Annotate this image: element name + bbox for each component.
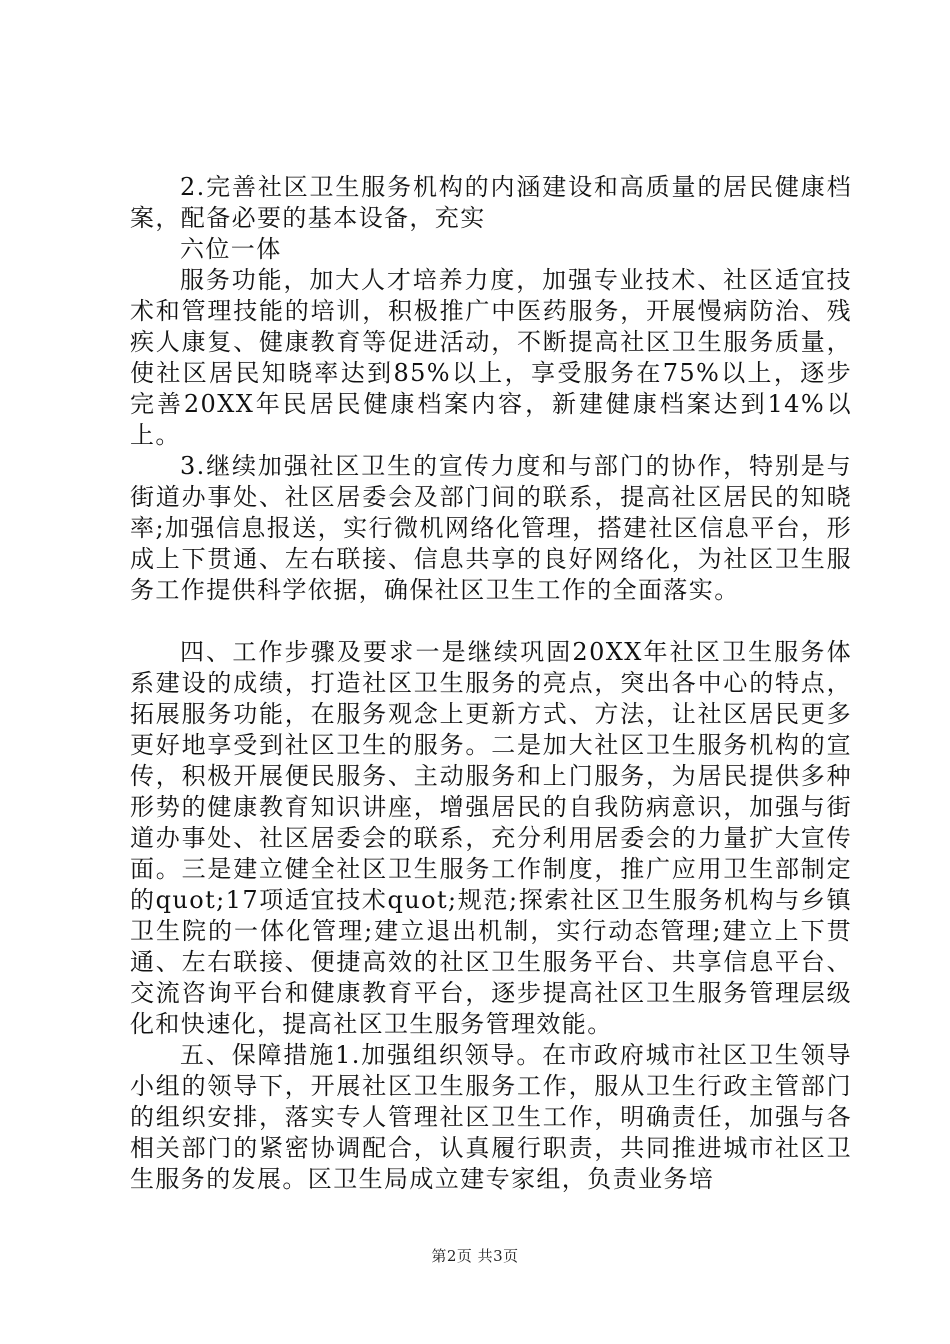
- paragraph-6: 五、保障措施1.加强组织领导。在市政府城市社区卫生领导小组的领导下，开展社区卫生服务工作，服从卫生行政主管部门的组织安排，落实专人管理社区卫生工作，明确责任，加强与各相关部门的紧密协调配合，认真履行职责，共同推进城市社区卫生服务的发展。区卫生局成立建专家组，负责业务培: [130, 1041, 852, 1193]
- document-body: [130, 172, 852, 1195]
- paragraph-3: 服务功能，加大人才培养力度，加强专业技术、社区适宜技术和管理技能的培训，积极推广中医药服务，开展慢病防治、残疾人康复、健康教育等促进活动，不断提高社区卫生服务质量，使社区居民知晓率达到85%以上，享受服务在75%以上，逐步完善20XX年民居民健康档案内容，新建健康档案达到14%以上。: [130, 266, 852, 449]
- page-footer: 第2页 共3页: [431, 1247, 519, 1265]
- paragraph-2: 六位一体: [180, 235, 282, 263]
- paragraph-5: 四、工作步骤及要求一是继续巩固20XX年社区卫生服务体系建设的成绩，打造社区卫生服务的亮点，突出各中心的特点，拓展服务功能，在服务观念上更新方式、方法，让社区居民更多更好地享受到社区卫生的服务。二是加大社区卫生服务机构的宣传，积极开展便民服务、主动服务和上门服务，为居民提供多种形势的健康教育知识讲座，增强居民的自我防病意识，加强与街道办事处、社区居委会的联系，充分利用居委会的力量扩大宣传面。三是建立健全社区卫生服务工作制度，推广应用卫生部制定的quot;17项适宜技术quot;规范;探索社区卫生服务机构与乡镇卫生院的一体化管理;建立退出机制，实行动态管理;建立上下贯通、左右联接、便捷高效的社区卫生服务平台、共享信息平台、交流咨询平台和健康教育平台，逐步提高社区卫生服务管理层级化和快速化，提高社区卫生服务管理效能。: [130, 638, 852, 1038]
- paragraph-1: 2.完善社区卫生服务机构的内涵建设和高质量的居民健康档案，配备必要的基本设备，充实: [130, 173, 852, 232]
- paragraph-4: 3.继续加强社区卫生的宣传力度和与部门的协作，特别是与街道办事处、社区居委会及部门间的联系，提高社区居民的知晓率;加强信息报送，实行微机网络化管理，搭建社区信息平台，形成上下贯通、左右联接、信息共享的良好网络化，为社区卫生服务工作提供科学依据，确保社区卫生工作的全面落实。: [130, 452, 852, 604]
